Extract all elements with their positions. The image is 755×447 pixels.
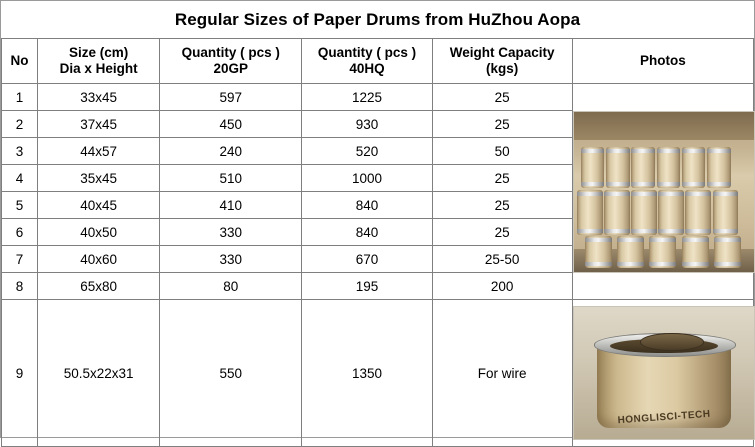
cell-qty-40hq: 930 [302,111,432,138]
drum-lid [640,333,703,351]
header-photos: Photos [572,39,753,84]
header-weight-line1: Weight Capacity [449,45,555,60]
stacked-paper-drums-photo [573,111,755,273]
cell-size: 33x45 [38,84,160,111]
drum-shape [713,190,738,235]
warehouse-wall [574,112,754,141]
header-quantity-40hq-line1: Quantity ( pcs ) [317,45,417,60]
drum-shape [685,190,710,235]
cell-qty-20gp: 80 [160,273,302,300]
cell-size: 35x45 [38,165,160,192]
cell-weight: 25 [432,219,572,246]
drum-shape [714,236,741,268]
cell-no: 8 [2,273,38,300]
header-quantity-20gp-line2: 20GP [213,61,249,76]
drum-brand-caption: HONGLISCI-TECH [617,408,711,427]
drum-shape [604,190,629,235]
cell-qty-20gp: 550 [160,300,302,447]
drum-shape [577,190,602,235]
cell-no: 6 [2,219,38,246]
table-row [2,84,754,111]
cell-qty-40hq: 670 [302,246,432,273]
cell-weight: 25 [432,111,572,138]
cell-weight: 50 [432,138,572,165]
header-weight-capacity [432,39,572,84]
header-size-line2: Dia x Height [59,61,138,76]
drum-shape [707,147,730,189]
paper-drum-sizes-table [1,38,754,447]
cell-size: 44x57 [38,138,160,165]
cell-qty-20gp: 330 [160,246,302,273]
drum-shape [606,147,629,189]
cell-weight: 25 [432,192,572,219]
cell-qty-40hq: 520 [302,138,432,165]
header-quantity-20gp [160,39,302,84]
cell-no: 2 [2,111,38,138]
cell-qty-40hq: 195 [302,273,432,300]
header-no: No [2,39,38,84]
cell-weight: For wire [432,300,572,447]
cell-no: 9 [2,300,38,447]
drum-shape [581,147,604,189]
cell-no: 4 [2,165,38,192]
header-size [38,39,160,84]
cell-no: 5 [2,192,38,219]
cell-weight: 25 [432,165,572,192]
cell-qty-40hq: 840 [302,219,432,246]
drum-shape [658,190,683,235]
cell-weight: 25-50 [432,246,572,273]
cell-qty-20gp: 240 [160,138,302,165]
photo-cell-stacked-drums [572,84,753,300]
cell-size: 37x45 [38,111,160,138]
photo-cell-single-drum [572,300,753,447]
drum-shape [617,236,644,268]
cell-qty-20gp: 597 [160,84,302,111]
cell-size: 40x50 [38,219,160,246]
cell-qty-20gp: 330 [160,219,302,246]
header-quantity-40hq-line2: 40HQ [349,61,385,76]
header-quantity-40hq [302,39,432,84]
cell-qty-40hq: 1350 [302,300,432,447]
drum-shape [657,147,680,189]
header-size-line1: Size (cm) [68,45,129,60]
header-quantity-20gp-line1: Quantity ( pcs ) [181,45,280,60]
cell-qty-40hq: 840 [302,192,432,219]
drum-shape [682,236,709,268]
drum-shape [585,236,612,268]
cell-weight: 25 [432,84,572,111]
cell-qty-20gp: 510 [160,165,302,192]
cell-size: 65x80 [38,273,160,300]
drum-shape [649,236,676,268]
table-header-row [2,39,754,84]
header-weight-line2: (kgs) [486,61,519,76]
cell-size: 50.5x22x31 [38,300,160,447]
drum-shape [631,147,654,189]
cell-size: 40x60 [38,246,160,273]
cell-size: 40x45 [38,192,160,219]
drum-shape [631,190,656,235]
cell-no: 7 [2,246,38,273]
cell-qty-40hq: 1225 [302,84,432,111]
cell-qty-20gp: 450 [160,111,302,138]
drum-shape [682,147,705,189]
cell-no: 3 [2,138,38,165]
page-title: Regular Sizes of Paper Drums from HuZhou Aopa [174,10,581,29]
cell-qty-40hq: 1000 [302,165,432,192]
cell-qty-20gp: 410 [160,192,302,219]
cell-no: 1 [2,84,38,111]
single-open-paper-drum-photo [573,306,755,440]
cell-weight: 200 [432,273,572,300]
table-row [2,300,754,447]
